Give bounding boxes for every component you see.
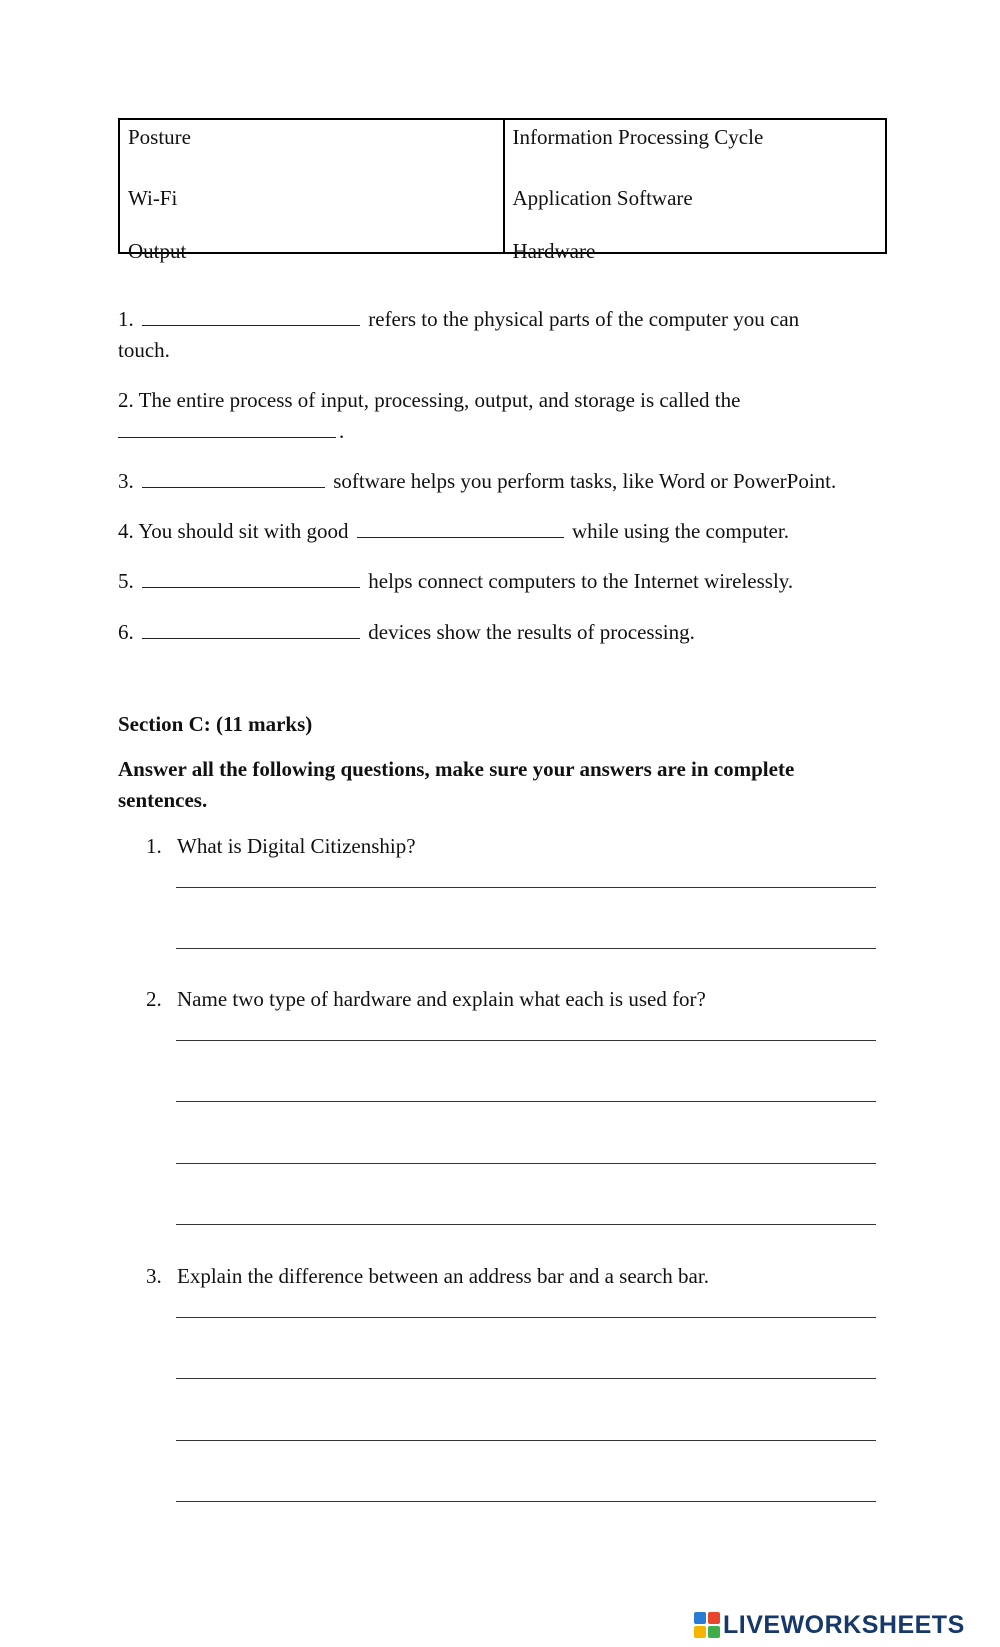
question-number: 2. [146, 987, 162, 1011]
answer-line[interactable] [176, 1101, 876, 1102]
answer-line[interactable] [176, 1040, 876, 1041]
answer-blank[interactable] [142, 618, 360, 639]
word-bank-term: Output [128, 238, 187, 263]
question-text: software helps you perform tasks, like Word or PowerPoint. [333, 469, 837, 493]
word-bank-table [118, 118, 887, 263]
fill-blank-question-2 [118, 385, 888, 447]
section-instructions: Answer all the following questions, make sure your answers are in complete sentences. [118, 757, 795, 812]
answer-line[interactable] [176, 1440, 876, 1441]
open-question-3 [146, 1262, 709, 1290]
question-number: 3. [118, 469, 134, 493]
logo-square-blue [694, 1612, 706, 1624]
word-bank-term: Application Software [512, 186, 693, 210]
open-question-2 [146, 985, 706, 1013]
liveworksheets-brand [694, 1610, 965, 1640]
brand-name: LIVEWORKSHEETS [723, 1610, 965, 1639]
logo-square-red [708, 1612, 720, 1624]
question-number: 4. [118, 519, 134, 543]
fill-blank-question-6 [118, 617, 888, 648]
question-text: You should sit with good [138, 519, 349, 543]
answer-line[interactable] [176, 1163, 876, 1164]
question-number: 6. [118, 620, 134, 644]
question-text: while using the computer. [571, 519, 789, 543]
answer-line[interactable] [176, 1378, 876, 1379]
answer-line[interactable] [176, 1224, 876, 1225]
question-text-continuation: touch. [118, 338, 170, 362]
question-number: 2. [118, 388, 134, 412]
word-bank-term: Information Processing Cycle [512, 125, 764, 149]
answer-line[interactable] [176, 887, 876, 888]
question-text: What is Digital Citizenship? [177, 834, 416, 858]
answer-blank[interactable] [118, 417, 336, 438]
answer-blank[interactable] [142, 567, 360, 588]
fill-blank-question-1 [118, 304, 888, 366]
word-bank-term: Hardware [512, 238, 596, 263]
word-bank-term: Wi-Fi [128, 186, 178, 210]
question-text: devices show the results of processing. [368, 620, 695, 644]
answer-line[interactable] [176, 1501, 876, 1502]
answer-line[interactable] [176, 948, 876, 949]
word-bank-term: Posture [128, 125, 191, 149]
question-number: 1. [118, 307, 134, 331]
word-bank-right-column [503, 120, 886, 263]
fill-blank-question-5 [118, 566, 888, 597]
answer-blank[interactable] [142, 305, 360, 326]
question-number: 3. [146, 1264, 162, 1288]
logo-square-green [708, 1626, 720, 1638]
question-end: . [339, 419, 345, 443]
logo-square-yellow [694, 1626, 706, 1638]
question-text: refers to the physical parts of the computer you can [368, 307, 800, 331]
fill-blank-question-4 [118, 516, 888, 547]
fill-blank-question-3 [118, 466, 888, 497]
question-number: 5. [118, 569, 134, 593]
liveworksheets-logo-icon [694, 1612, 720, 1638]
question-number: 1. [146, 834, 162, 858]
question-text: Explain the difference between an address bar and a search bar. [177, 1264, 709, 1288]
section-title: Section C: (11 marks) [118, 712, 313, 736]
answer-blank[interactable] [142, 467, 325, 488]
word-bank-left-column [120, 120, 503, 263]
question-text: The entire process of input, processing, output, and storage is called the [138, 388, 741, 412]
open-question-1 [146, 832, 416, 860]
question-text: Name two type of hardware and explain what each is used for? [177, 987, 706, 1011]
question-text: helps connect computers to the Internet wirelessly. [368, 569, 794, 593]
answer-line[interactable] [176, 1317, 876, 1318]
answer-blank[interactable] [357, 517, 564, 538]
